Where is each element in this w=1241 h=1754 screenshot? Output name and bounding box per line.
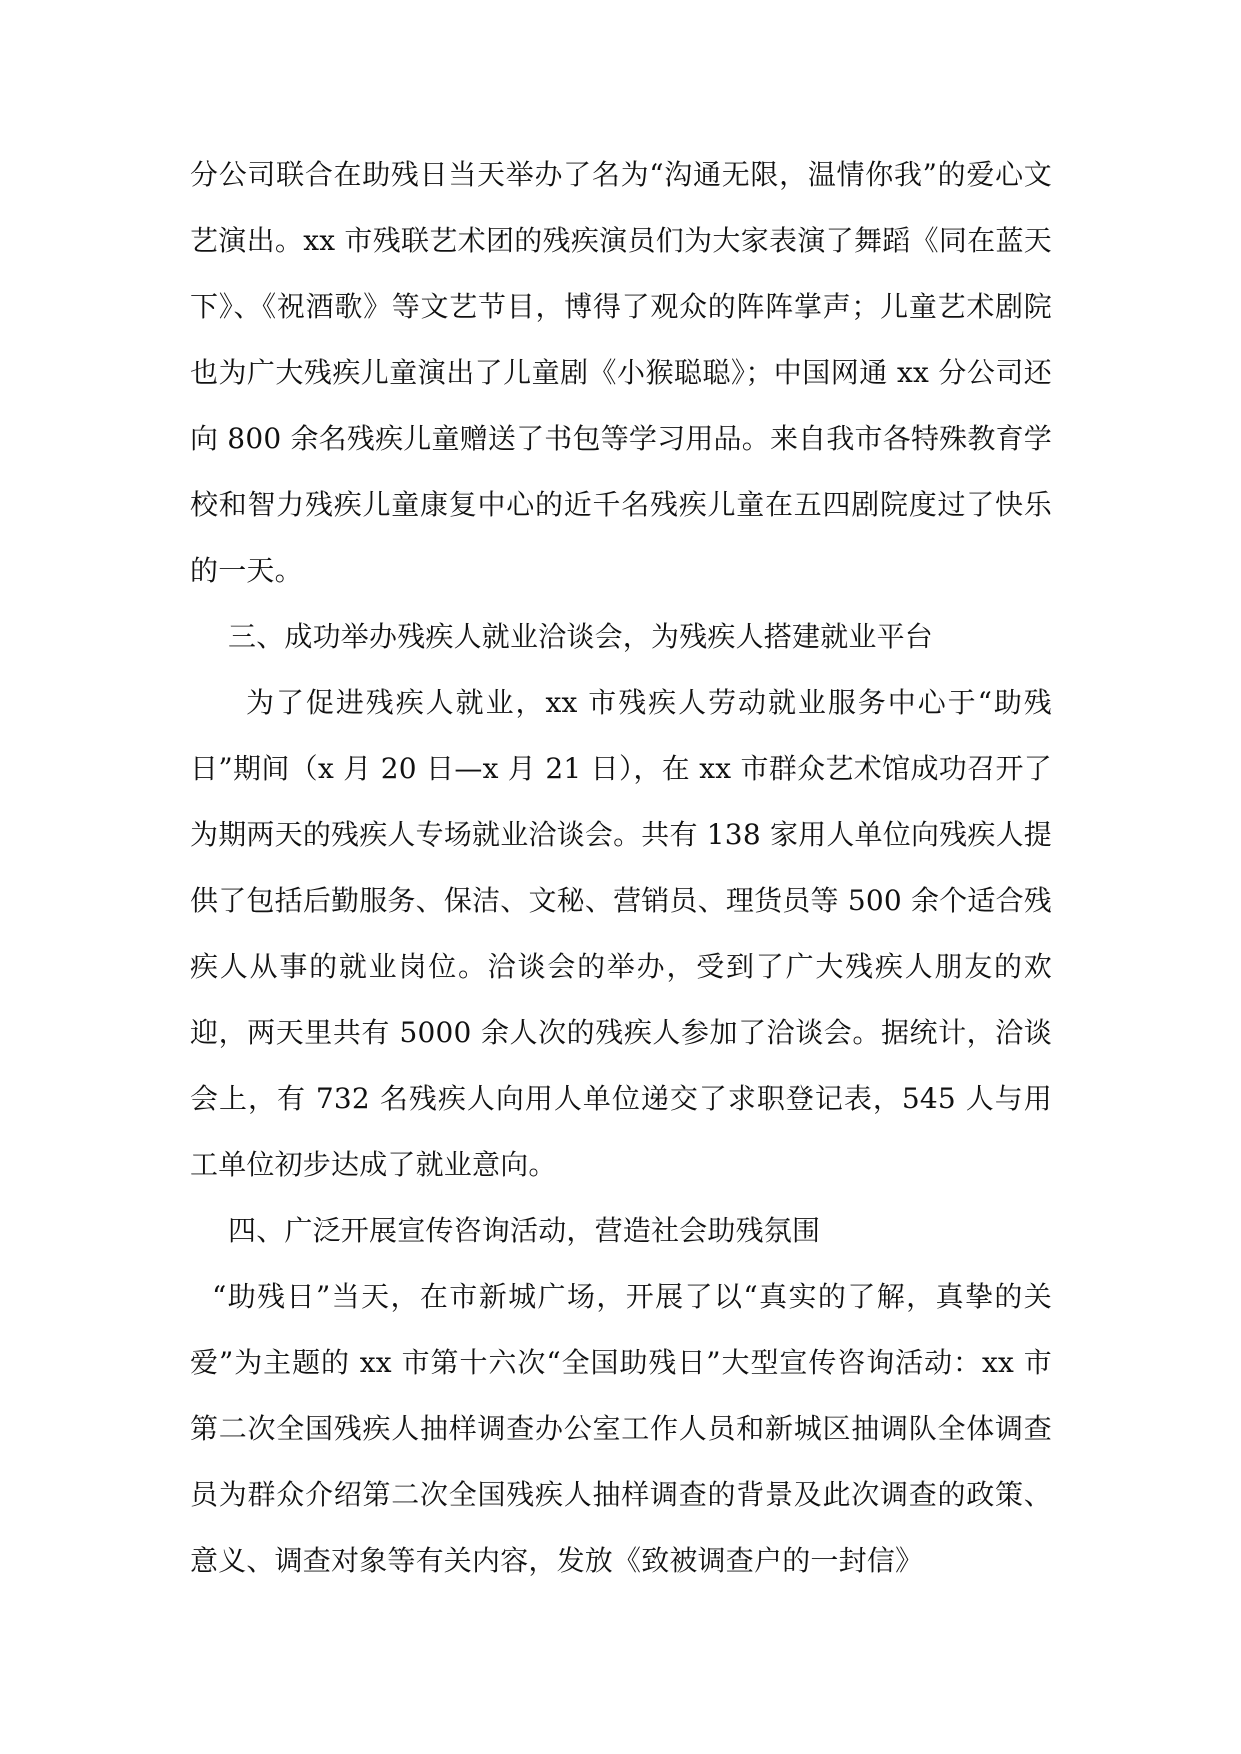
paragraph-performance-event: 分公司联合在助残日当天举办了名为“沟通无限，温情你我”的爱心文艺演出。xx 市残联艺术团的残疾演员们为大家表演了舞蹈《同在蓝天下》、《祝酒歌》等文艺节目，博得了观众的阵阵掌声；儿童艺术剧院也为广大残疾儿童演出了儿童剧《小猴聪聪》；中国网通 xx 分公司还向 800 余名残疾儿童赠送了书包等学习用品。来自我市各特殊教育学校和智力残疾儿童康复中心的近千名残疾儿童在五四剧院度过了快乐的一天。 — [190, 158, 1052, 587]
document-body — [190, 142, 1052, 1594]
paragraph-employment-fair: 为了促进残疾人就业，xx 市残疾人劳动就业服务中心于“助残日”期间（x 月 20 日—x 月 21 日），在 xx 市群众艺术馆成功召开了为期两天的残疾人专场就业洽谈会。共有 138 家用人单位向残疾人提供了包括后勤服务、保洁、文秘、营销员、理货员等 500 余个适合残疾人从事的就业岗位。洽谈会的举办，受到了广大残疾人朋友的欢迎，两天里共有 5000 余人次的残疾人参加了洽谈会。据统计，洽谈会上，有 732 名残疾人向用人单位递交了求职登记表，545 人与用工单位初步达成了就业意向。 — [190, 686, 1052, 1181]
section-heading-employment-fair: 三、成功举办残疾人就业洽谈会，为残疾人搭建就业平台 — [228, 620, 934, 653]
section-heading-publicity: 四、广泛开展宣传咨询活动，营造社会助残氛围 — [228, 1214, 821, 1247]
paragraph-publicity: “助残日”当天，在市新城广场，开展了以“真实的了解，真挚的关爱”为主题的 xx 市第十六次“全国助残日”大型宣传咨询活动：xx 市第二次全国残疾人抽样调查办公室工作人员和新城区抽调队全体调查员为群众介绍第二次全国残疾人抽样调查的背景及此次调查的政策、意义、调查对象等有关内容，发放《致被调查户的一封信》 — [190, 1280, 1052, 1577]
